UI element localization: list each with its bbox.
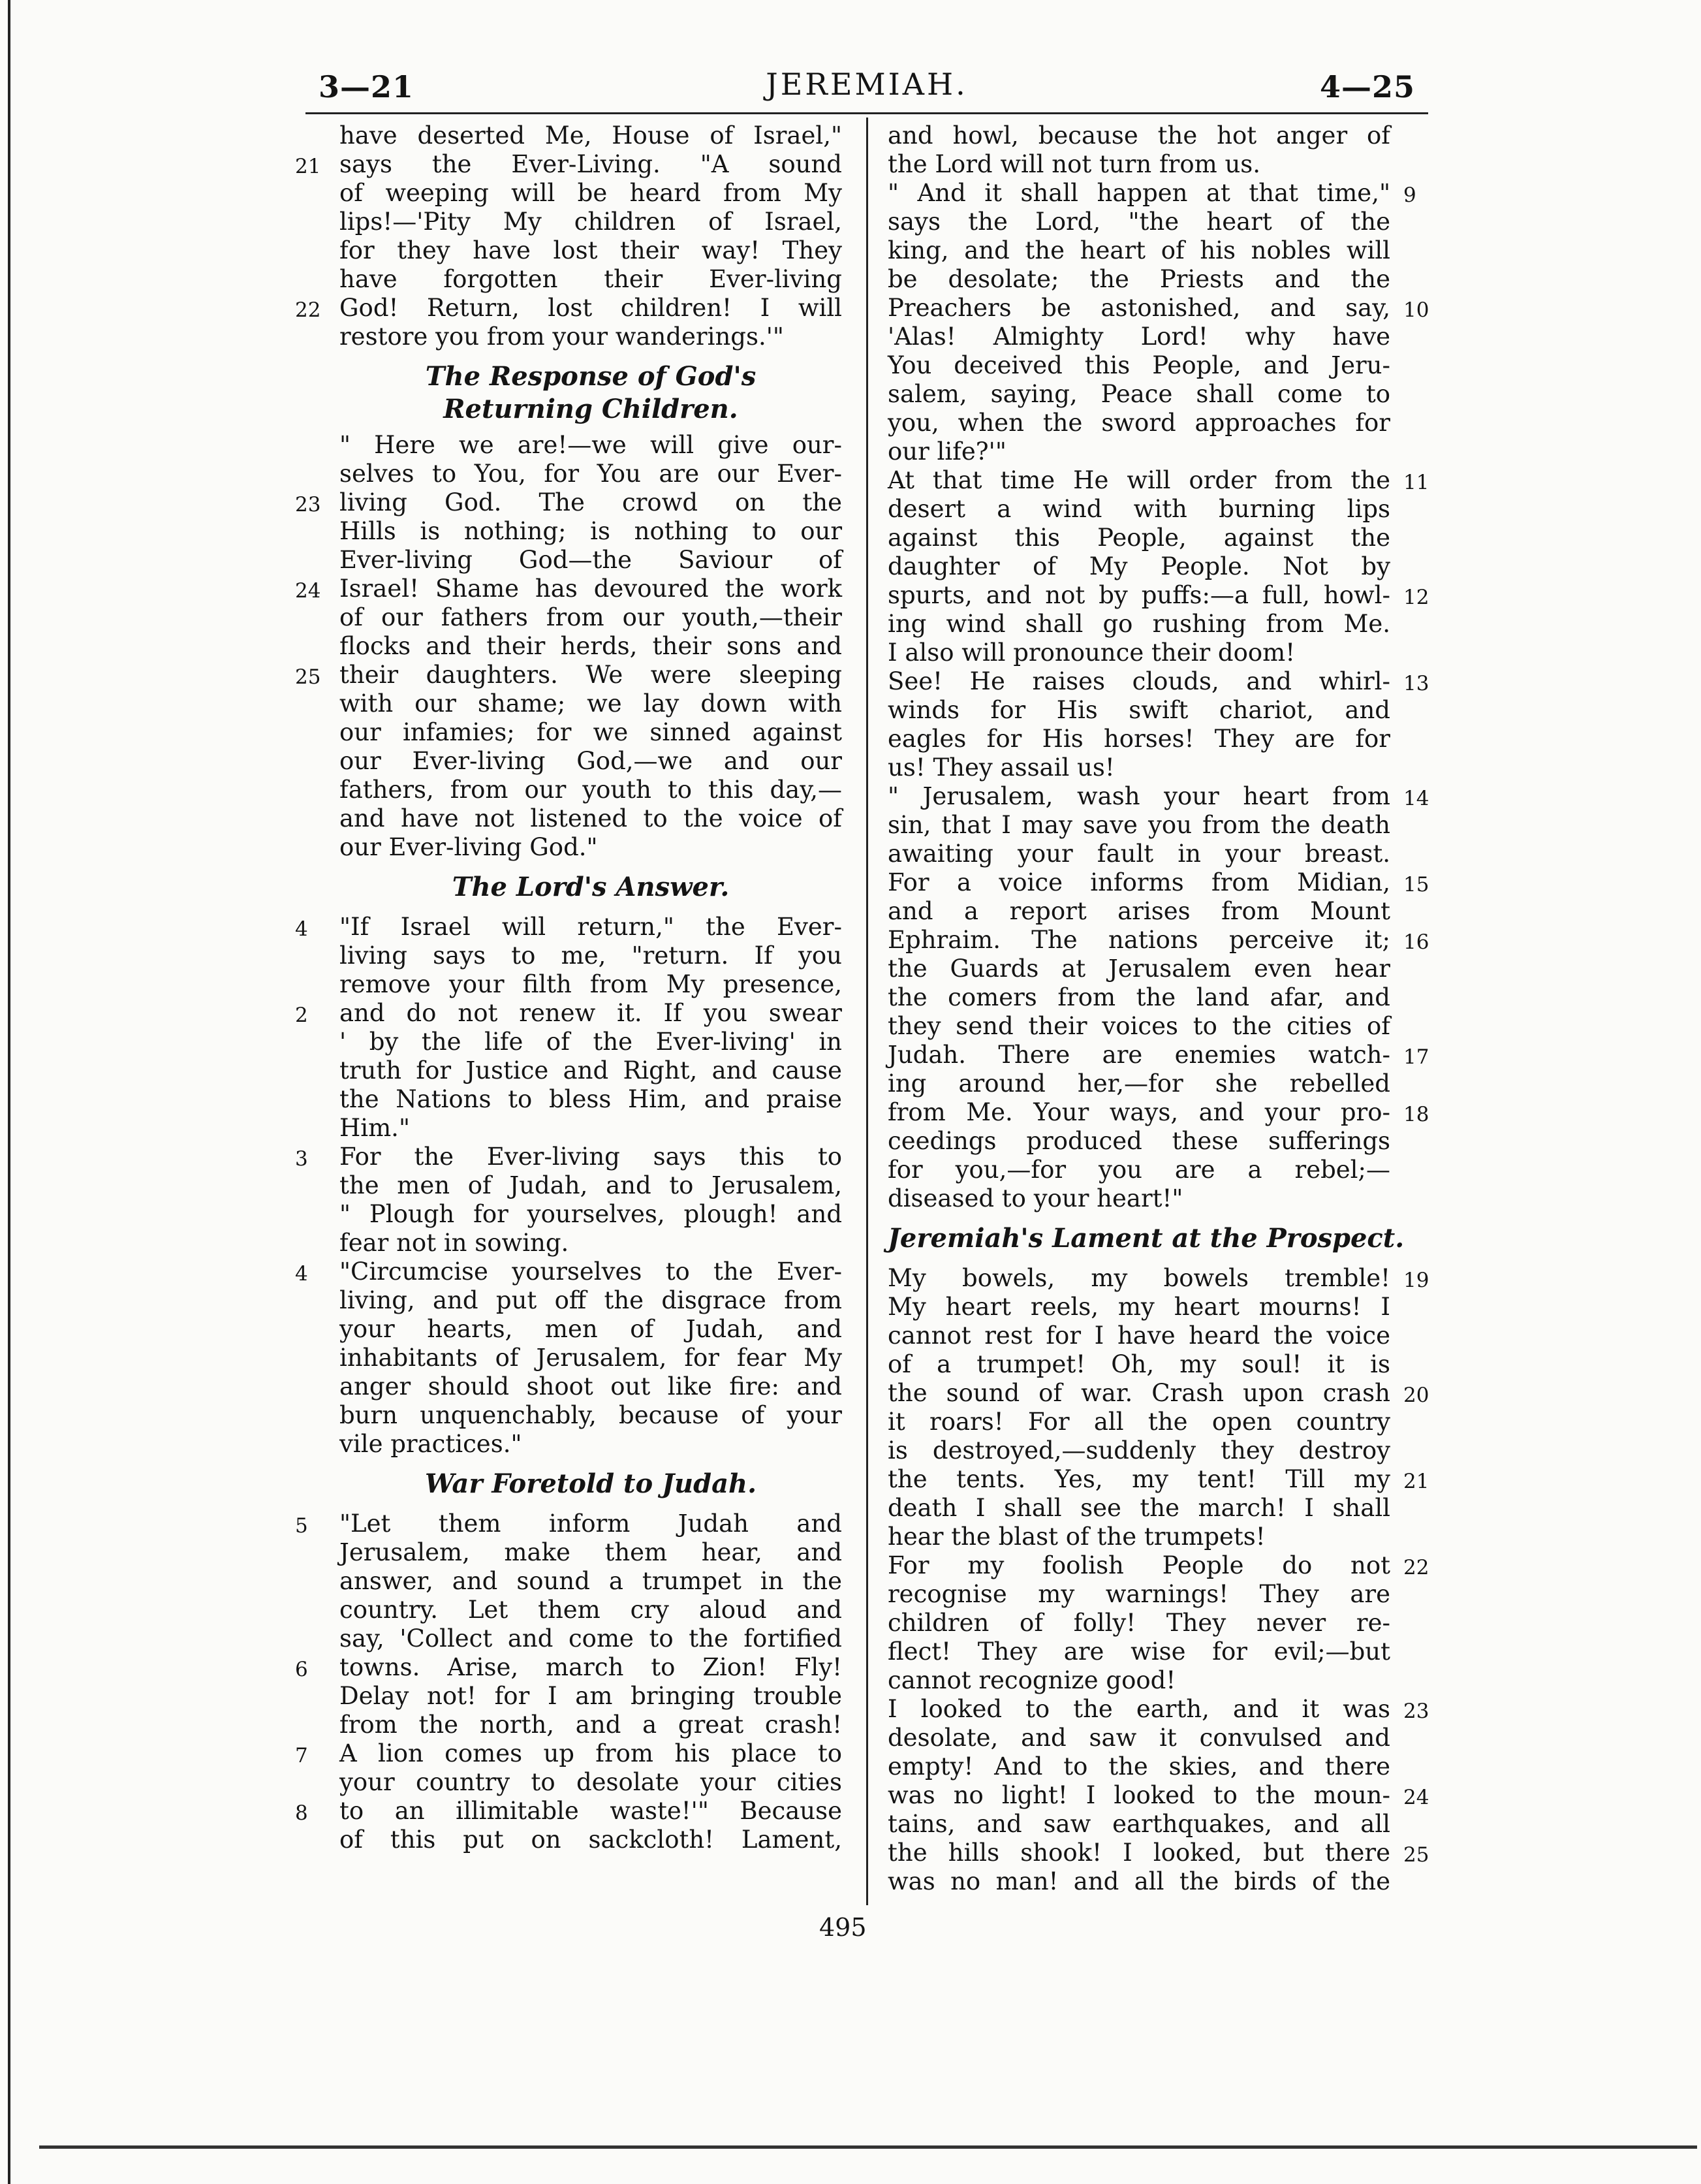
- header-ref-right: 4—25: [1319, 69, 1415, 104]
- section-heading: Jeremiah's Lament at the Prospect.: [888, 1223, 1405, 1254]
- line-text: " Plough for yourselves, plough! and: [339, 1200, 842, 1228]
- text-line: [339, 1567, 842, 1596]
- line-text: your hearts, men of Judah, and: [339, 1315, 842, 1343]
- text-line: [339, 517, 842, 546]
- line-text: the comers from the land afar, and: [888, 983, 1390, 1011]
- text-line: [888, 1523, 1390, 1551]
- line-text: of this put on sackcloth! Lament,: [339, 1826, 842, 1854]
- line-text: For my foolish People do not: [888, 1551, 1390, 1579]
- line-text: and have not listened to the voice of: [339, 804, 842, 832]
- line-text: country. Let them cry aloud and: [339, 1596, 842, 1624]
- verse-number: 14: [1403, 787, 1429, 810]
- line-text: of a trumpet! Oh, my soul! it is: [888, 1350, 1390, 1378]
- line-text: Him.": [339, 1114, 410, 1142]
- verse-number: 4: [295, 917, 308, 941]
- text-line: [339, 1056, 842, 1085]
- line-text: You deceived this People, and Jeru-: [888, 351, 1390, 379]
- page-number: 495: [819, 1913, 867, 1942]
- text-line: [888, 1264, 1429, 1293]
- text-line: [339, 718, 842, 747]
- line-text: Ever-living God—the Saviour of: [339, 546, 842, 574]
- line-text: Delay not! for I am bringing trouble: [339, 1682, 842, 1710]
- header-ref-left: 3—21: [319, 69, 414, 104]
- text-line: [888, 1752, 1390, 1781]
- text-line: [888, 1638, 1390, 1666]
- line-text: and a report arises from Mount: [888, 897, 1390, 925]
- page-edge-rule: [8, 0, 10, 2184]
- line-text: cannot rest for I have heard the voice: [888, 1321, 1390, 1350]
- text-line: [295, 1739, 842, 1768]
- right-column: [888, 121, 1429, 1896]
- text-line: [339, 265, 842, 294]
- text-line: [888, 581, 1429, 610]
- line-text: Hills is nothing; is nothing to our: [339, 517, 842, 545]
- line-text: living says to me, "return. If you: [339, 942, 842, 970]
- text-line: [339, 460, 842, 488]
- text-line: [339, 1171, 842, 1200]
- line-text: answer, and sound a trumpet in the: [339, 1567, 842, 1595]
- text-line: [339, 236, 842, 265]
- text-line: [339, 1768, 842, 1797]
- line-text: sin, that I may save you from the death: [888, 811, 1390, 839]
- text-line: [339, 1085, 842, 1114]
- line-text: the Nations to bless Him, and praise: [339, 1085, 842, 1113]
- text-line: [888, 1609, 1390, 1638]
- text-line: [888, 1379, 1429, 1408]
- text-line: [888, 667, 1429, 696]
- text-line: [295, 488, 842, 517]
- text-line: [339, 1315, 842, 1344]
- line-text: inhabitants of Jerusalem, for fear My: [339, 1344, 842, 1372]
- running-header: [319, 64, 1415, 110]
- line-text: us! They assail us!: [888, 753, 1115, 782]
- verse-number: 24: [1403, 1786, 1429, 1809]
- line-text: king, and the heart of his nobles will: [888, 236, 1390, 264]
- text-line: [888, 811, 1390, 840]
- line-text: have forgotten their Ever-living: [339, 265, 842, 293]
- text-line: [888, 323, 1390, 351]
- line-text: the tents. Yes, my tent! Till my: [888, 1465, 1390, 1493]
- line-text: ceedings produced these sufferings: [888, 1127, 1390, 1155]
- text-line: [888, 1839, 1429, 1867]
- text-line: [339, 804, 842, 833]
- verse-number: 4: [295, 1262, 308, 1286]
- verse-number: 11: [1403, 471, 1429, 494]
- text-line: [339, 776, 842, 804]
- verse-number: 9: [1403, 183, 1416, 207]
- text-line: [888, 294, 1429, 323]
- line-text: ' by the life of the Ever-living' in: [339, 1028, 842, 1056]
- text-line: [339, 1372, 842, 1401]
- text-line: [339, 1682, 842, 1711]
- line-text: you, when the sword approaches for: [888, 409, 1390, 437]
- verse-number: 8: [295, 1801, 308, 1825]
- line-text: winds for His swift chariot, and: [888, 696, 1390, 724]
- verse-number: 7: [295, 1744, 308, 1767]
- line-text: fathers, from our youth to this day,—: [339, 776, 842, 804]
- line-text: God! Return, lost children! I will: [339, 294, 842, 322]
- verse-number: 12: [1403, 586, 1429, 609]
- line-text: our Ever-living God.": [339, 833, 598, 861]
- text-line: [888, 265, 1390, 294]
- text-line: [888, 1724, 1390, 1752]
- line-text: have deserted Me, House of Israel,": [339, 121, 842, 150]
- line-text: flect! They are wise for evil;—but: [888, 1638, 1390, 1666]
- text-line: [888, 351, 1390, 380]
- line-text: diseased to your heart!": [888, 1184, 1183, 1212]
- text-line: [295, 1258, 842, 1286]
- line-text: our life?'": [888, 437, 1007, 466]
- line-text: tains, and saw earthquakes, and all: [888, 1810, 1390, 1838]
- text-line: [888, 150, 1390, 179]
- text-line: [888, 1408, 1390, 1436]
- text-line: [295, 913, 842, 942]
- text-line: [888, 1494, 1390, 1523]
- line-text: restore you from your wanderings.'": [339, 323, 784, 351]
- line-text: children of folly! They never re-: [888, 1609, 1390, 1637]
- line-text: desolate, and saw it convulsed and: [888, 1724, 1390, 1752]
- line-text: anger should shoot out like fire: and: [339, 1372, 842, 1401]
- line-text: Ephraim. The nations perceive it;: [888, 926, 1390, 954]
- line-text: My bowels, my bowels tremble!: [888, 1264, 1390, 1292]
- line-text: At that time He will order from the: [888, 466, 1390, 494]
- line-text: from the north, and a great crash!: [339, 1711, 842, 1739]
- verse-number: 19: [1403, 1269, 1429, 1292]
- text-line: [339, 1430, 842, 1459]
- line-text: empty! And to the skies, and there: [888, 1752, 1390, 1780]
- line-text: is destroyed,—suddenly they destroy: [888, 1436, 1390, 1464]
- text-line: [339, 1538, 842, 1567]
- text-line: [295, 150, 842, 179]
- line-text: spurts, and not by puffs:—a full, howl-: [888, 581, 1390, 609]
- line-text: and howl, because the hot anger of: [888, 121, 1390, 150]
- text-line: [339, 747, 842, 776]
- line-text: your country to desolate your cities: [339, 1768, 842, 1796]
- text-line: [888, 179, 1416, 208]
- line-text: awaiting your fault in your breast.: [888, 840, 1390, 868]
- line-text: the Lord will not turn from us.: [888, 150, 1261, 178]
- verse-number: 13: [1403, 672, 1429, 695]
- left-column: [295, 121, 842, 1854]
- line-text: Preachers be astonished, and say,: [888, 294, 1390, 322]
- text-line: [339, 1596, 842, 1624]
- text-line: [339, 431, 842, 460]
- line-text: remove your filth from My presence,: [339, 970, 842, 998]
- text-line: [888, 437, 1390, 466]
- line-text: fear not in sowing.: [339, 1229, 569, 1257]
- text-line: [888, 1580, 1390, 1609]
- text-line: [339, 1711, 842, 1739]
- line-text: their daughters. We were sleeping: [339, 661, 842, 689]
- text-line: [888, 753, 1390, 782]
- text-line: [295, 575, 842, 603]
- line-text: against this People, against the: [888, 524, 1390, 552]
- line-text: of our fathers from our youth,—their: [339, 603, 842, 631]
- text-line: [888, 955, 1390, 983]
- text-line: [295, 1797, 842, 1826]
- line-text: the sound of war. Crash upon crash: [888, 1379, 1390, 1407]
- line-text: living, and put off the disgrace from: [339, 1286, 842, 1314]
- line-text: living God. The crowd on the: [339, 488, 842, 516]
- text-line: [339, 1344, 842, 1372]
- verse-number: 23: [295, 493, 321, 516]
- verse-number: 10: [1403, 298, 1429, 322]
- bottom-rule: [39, 2145, 1697, 2149]
- text-line: [339, 1401, 842, 1430]
- verse-number: 24: [295, 579, 321, 603]
- line-text: " And it shall happen at that time,": [888, 179, 1390, 207]
- line-text: Jerusalem, make them hear, and: [339, 1538, 842, 1566]
- verse-number: 21: [1403, 1470, 1429, 1493]
- text-line: [339, 179, 842, 208]
- line-text: was no light! I looked to the moun-: [888, 1781, 1390, 1809]
- text-line: [888, 208, 1390, 236]
- text-line: [888, 868, 1429, 897]
- line-text: " Here we are!—we will give our-: [339, 431, 842, 459]
- line-text: says the Ever-Living. "A sound: [339, 150, 842, 178]
- text-line: [295, 1653, 842, 1682]
- line-text: towns. Arise, march to Zion! Fly!: [339, 1653, 842, 1681]
- line-text: from Me. Your ways, and your pro-: [888, 1098, 1390, 1126]
- section-heading: The Lord's Answer.: [452, 872, 730, 902]
- text-line: [888, 639, 1390, 667]
- line-text: I also will pronounce their doom!: [888, 639, 1296, 667]
- text-line: [888, 1069, 1390, 1098]
- line-text: for they have lost their way! They: [339, 236, 842, 264]
- line-text: "If Israel will return," the Ever-: [339, 913, 842, 941]
- line-text: For the Ever-living says this to: [339, 1143, 842, 1171]
- verse-number: 20: [1403, 1384, 1429, 1407]
- line-text: it roars! For all the open country: [888, 1408, 1390, 1436]
- line-text: with our shame; we lay down with: [339, 689, 842, 718]
- line-text: the Guards at Jerusalem even hear: [888, 955, 1390, 983]
- section-heading: The Response of God's Returning Children.: [425, 361, 757, 424]
- line-text: salem, saying, Peace shall come to: [888, 380, 1390, 408]
- text-line: [888, 1012, 1390, 1041]
- line-text: " Jerusalem, wash your heart from: [888, 782, 1390, 810]
- line-text: flocks and their herds, their sons and: [339, 632, 842, 660]
- line-text: Judah. There are enemies watch-: [888, 1041, 1390, 1069]
- line-text: the hills shook! I looked, but there: [888, 1839, 1390, 1867]
- line-text: ing around her,—for she rebelled: [888, 1069, 1390, 1098]
- line-text: say, 'Collect and come to the fortified: [339, 1624, 842, 1653]
- text-line: [339, 689, 842, 718]
- text-line: [888, 696, 1390, 725]
- verse-number: 25: [1403, 1843, 1429, 1867]
- verse-number: 6: [295, 1658, 308, 1681]
- text-line: [888, 1810, 1390, 1839]
- text-line: [339, 1028, 842, 1056]
- line-text: the men of Judah, and to Jerusalem,: [339, 1171, 842, 1199]
- text-line: [888, 1695, 1429, 1724]
- text-line: [888, 1781, 1429, 1810]
- text-line: [888, 552, 1390, 581]
- line-text: hear the blast of the trumpets!: [888, 1523, 1266, 1551]
- verse-number: 5: [295, 1514, 308, 1538]
- verse-number: 22: [1403, 1556, 1429, 1579]
- line-text: lips!—'Pity My children of Israel,: [339, 208, 842, 236]
- line-text: they send their voices to the cities of: [888, 1012, 1390, 1040]
- text-line: [339, 942, 842, 970]
- line-text: recognise my warnings! They are: [888, 1580, 1390, 1608]
- text-line: [888, 983, 1390, 1012]
- text-line: [888, 725, 1390, 753]
- text-line: [339, 603, 842, 632]
- line-text: for you,—for you are a rebel;—: [888, 1156, 1390, 1184]
- line-text: 'Alas! Almighty Lord! why have: [888, 323, 1390, 351]
- line-text: our infamies; for we sinned against: [339, 718, 842, 746]
- text-line: [295, 999, 842, 1028]
- line-text: death I shall see the march! I shall: [888, 1494, 1390, 1522]
- line-text: A lion comes up from his place to: [339, 1739, 842, 1767]
- line-text: truth for Justice and Right, and cause: [339, 1056, 842, 1084]
- text-line: [888, 1041, 1429, 1069]
- text-line: [888, 1184, 1390, 1213]
- line-text: "Circumcise yourselves to the Ever-: [339, 1258, 842, 1286]
- text-line: [888, 840, 1390, 868]
- header-title: JEREMIAH.: [766, 67, 968, 102]
- line-text: Israel! Shame has devoured the work: [339, 575, 842, 603]
- text-line: [339, 1826, 842, 1854]
- text-line: [888, 926, 1429, 955]
- text-line: [888, 782, 1429, 811]
- verse-number: 23: [1403, 1700, 1429, 1723]
- text-line: [339, 1286, 842, 1315]
- text-line: [295, 661, 842, 689]
- text-line: [888, 897, 1390, 926]
- line-text: ing wind shall go rushing from Me.: [888, 610, 1390, 638]
- text-line: [888, 1666, 1390, 1695]
- text-line: [339, 970, 842, 999]
- text-line: [295, 1143, 842, 1171]
- text-line: [888, 1127, 1390, 1156]
- text-line: [888, 409, 1390, 437]
- line-text: See! He raises clouds, and whirl-: [888, 667, 1390, 695]
- text-line: [339, 546, 842, 575]
- line-text: was no man! and all the birds of the: [888, 1867, 1390, 1895]
- text-line: [888, 1350, 1390, 1379]
- text-line: [339, 632, 842, 661]
- text-line: [339, 1200, 842, 1229]
- text-line: [888, 1293, 1390, 1321]
- text-line: [295, 294, 842, 323]
- line-text: burn unquenchably, because of your: [339, 1401, 842, 1429]
- line-text: says the Lord, "the heart of the: [888, 208, 1390, 236]
- text-line: [888, 1156, 1390, 1184]
- text-line: [888, 1098, 1429, 1127]
- text-line: [888, 380, 1390, 409]
- verse-number: 21: [295, 155, 321, 178]
- line-text: vile practices.": [339, 1430, 522, 1458]
- line-text: to an illimitable waste!'" Because: [339, 1797, 842, 1825]
- line-text: cannot recognize good!: [888, 1666, 1176, 1694]
- line-text: be desolate; the Priests and the: [888, 265, 1390, 293]
- line-text: our Ever-living God,—we and our: [339, 747, 842, 775]
- verse-number: 16: [1403, 930, 1429, 954]
- line-text: and do not renew it. If you swear: [339, 999, 842, 1027]
- verse-number: 3: [295, 1147, 308, 1171]
- text-line: [888, 466, 1429, 495]
- header-rule: [305, 112, 1428, 114]
- line-text: For a voice informs from Midian,: [888, 868, 1390, 896]
- text-line: [888, 121, 1390, 150]
- text-line: [339, 208, 842, 236]
- section-heading: War Foretold to Judah.: [424, 1468, 757, 1499]
- line-text: of weeping will be heard from My: [339, 179, 842, 207]
- text-line: [888, 236, 1390, 265]
- text-line: [339, 121, 842, 150]
- line-text: I looked to the earth, and it was: [888, 1695, 1390, 1723]
- column-divider: [866, 118, 868, 1905]
- text-line: [888, 1465, 1429, 1494]
- text-line: [888, 1551, 1429, 1580]
- line-text: eagles for His horses! They are for: [888, 725, 1390, 753]
- text-line: [888, 524, 1390, 552]
- verse-number: 22: [295, 298, 321, 322]
- text-line: [888, 1867, 1390, 1896]
- line-text: daughter of My People. Not by: [888, 552, 1390, 580]
- verse-number: 15: [1403, 873, 1429, 896]
- text-line: [888, 1321, 1390, 1350]
- text-line: [339, 1229, 842, 1258]
- text-line: [339, 833, 842, 862]
- line-text: selves to You, for You are our Ever-: [339, 460, 842, 488]
- line-text: "Let them inform Judah and: [339, 1510, 842, 1538]
- verse-number: 25: [295, 665, 321, 689]
- text-line: [888, 1436, 1390, 1465]
- text-line: [339, 1624, 842, 1653]
- text-line: [888, 610, 1390, 639]
- verse-number: 17: [1403, 1045, 1429, 1069]
- verse-number: 18: [1403, 1103, 1429, 1126]
- line-text: My heart reels, my heart mourns! I: [888, 1293, 1390, 1321]
- verse-number: 2: [295, 1004, 308, 1027]
- line-text: desert a wind with burning lips: [888, 495, 1390, 523]
- text-line: [888, 495, 1390, 524]
- text-line: [339, 1114, 842, 1143]
- text-line: [339, 323, 842, 351]
- text-line: [295, 1510, 842, 1538]
